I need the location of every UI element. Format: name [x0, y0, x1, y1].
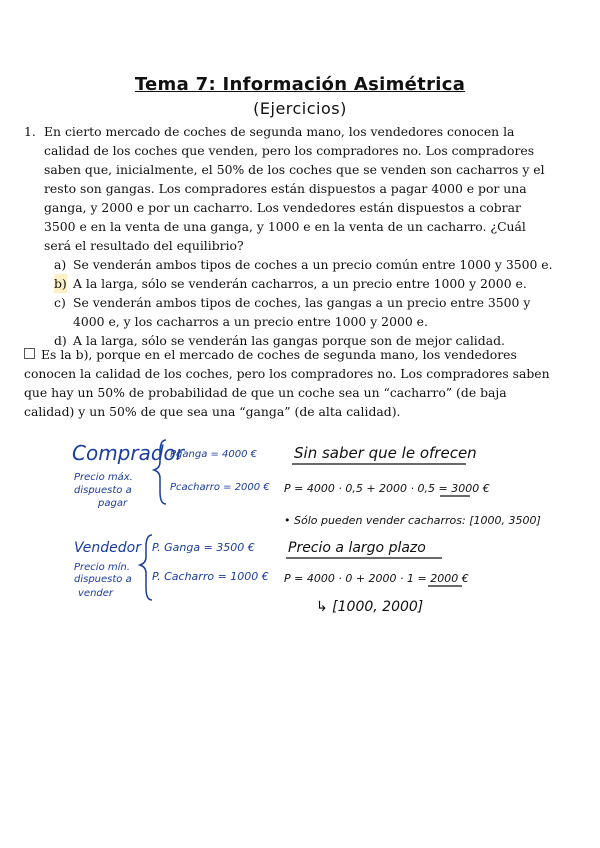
- options-list: [54, 255, 554, 350]
- comprador-desc-3: pagar: [98, 498, 128, 509]
- comprador-desc-2: dispuesto a: [74, 485, 132, 496]
- vendedor-cacharro: P. Cacharro = 1000 €: [152, 570, 269, 583]
- equation-2: P = 4000 · 0 + 2000 · 1 = 2000 €: [284, 572, 469, 585]
- page-title: Tema 7: Información Asimétrica: [134, 74, 466, 95]
- option-text: A la larga, sólo se venderán las gangas porque son de mejor calidad.: [73, 333, 505, 348]
- question-text: En cierto mercado de coches de segunda mano, los vendedores conocen la calidad de los coches que venden, pero los compradores no. Los compradores saben que, inicialmente, el 50% de los coches que se venden son cacharros y el resto son gangas. Los compradores están dispuestos a pagar 4000 e por una ganga, y 2000 e por un cacharro. Los vendedores están dispuestos a cobrar 3500 e en la venta de una ganga, y 1000 e en la venta de un cacharro. ¿Cuál será el resultado del equilibrio?: [44, 124, 545, 253]
- vendedor-ganga: P. Ganga = 3500 €: [152, 541, 255, 554]
- comprador-desc-1: Precio máx.: [74, 472, 133, 483]
- option-c: [54, 293, 554, 331]
- option-a: [54, 255, 554, 274]
- vendedor-desc-3: vender: [78, 588, 114, 599]
- bullet-solo-cacharros: • Sólo pueden vender cacharros: [1000, 3500]: [284, 514, 541, 527]
- option-label: c): [54, 295, 66, 310]
- page-subtitle: (Ejercicios): [253, 99, 347, 118]
- option-b: [54, 274, 554, 293]
- option-label: a): [54, 257, 67, 272]
- option-text: Se venderán ambos tipos de coches, las gangas a un precio entre 3500 y 4000 e, y los cacharros a un precio entre 1000 y 2000 e.: [73, 295, 531, 329]
- option-label: d): [54, 333, 67, 348]
- heading-sin-saber: Sin saber que le ofrecen: [294, 444, 477, 462]
- comprador-title: Comprador: [72, 441, 185, 465]
- vendedor-desc-1: Precio mín.: [74, 562, 130, 573]
- answer-paragraph: [24, 345, 554, 421]
- option-text: A la larga, sólo se venderán cacharros, a un precio entre 1000 y 2000 e.: [73, 276, 527, 291]
- vendedor-title: Vendedor: [74, 540, 141, 556]
- question-1: [24, 122, 554, 350]
- checkbox-icon: [24, 348, 35, 359]
- comprador-ganga: Pganga = 4000 €: [170, 449, 258, 460]
- equation-1: P = 4000 · 0,5 + 2000 · 0,5 = 3000 €: [284, 482, 490, 495]
- brace-vendedor: [140, 535, 152, 600]
- handwritten-notes: [0, 430, 600, 630]
- answer-text: Es la b), porque en el mercado de coches de segunda mano, los vendedores conocen la calidad de los coches, pero los compradores no. Los compradores saben que hay un 50% de probabilidad de que un coche sea un “cacharro” (de baja calidad) y un 50% de que sea una “ganga” (de alta calidad).: [24, 347, 550, 419]
- option-label-highlighted: b): [54, 276, 67, 291]
- heading-largo-plazo: Precio a largo plazo: [288, 540, 426, 556]
- comprador-cacharro: Pcacharro = 2000 €: [170, 482, 270, 493]
- question-number: 1.: [24, 124, 36, 139]
- vendedor-desc-2: dispuesto a: [74, 574, 132, 585]
- result-interval: ↳ [1000, 2000]: [316, 599, 424, 615]
- option-text: Se venderán ambos tipos de coches a un precio común entre 1000 y 3500 e.: [73, 257, 553, 272]
